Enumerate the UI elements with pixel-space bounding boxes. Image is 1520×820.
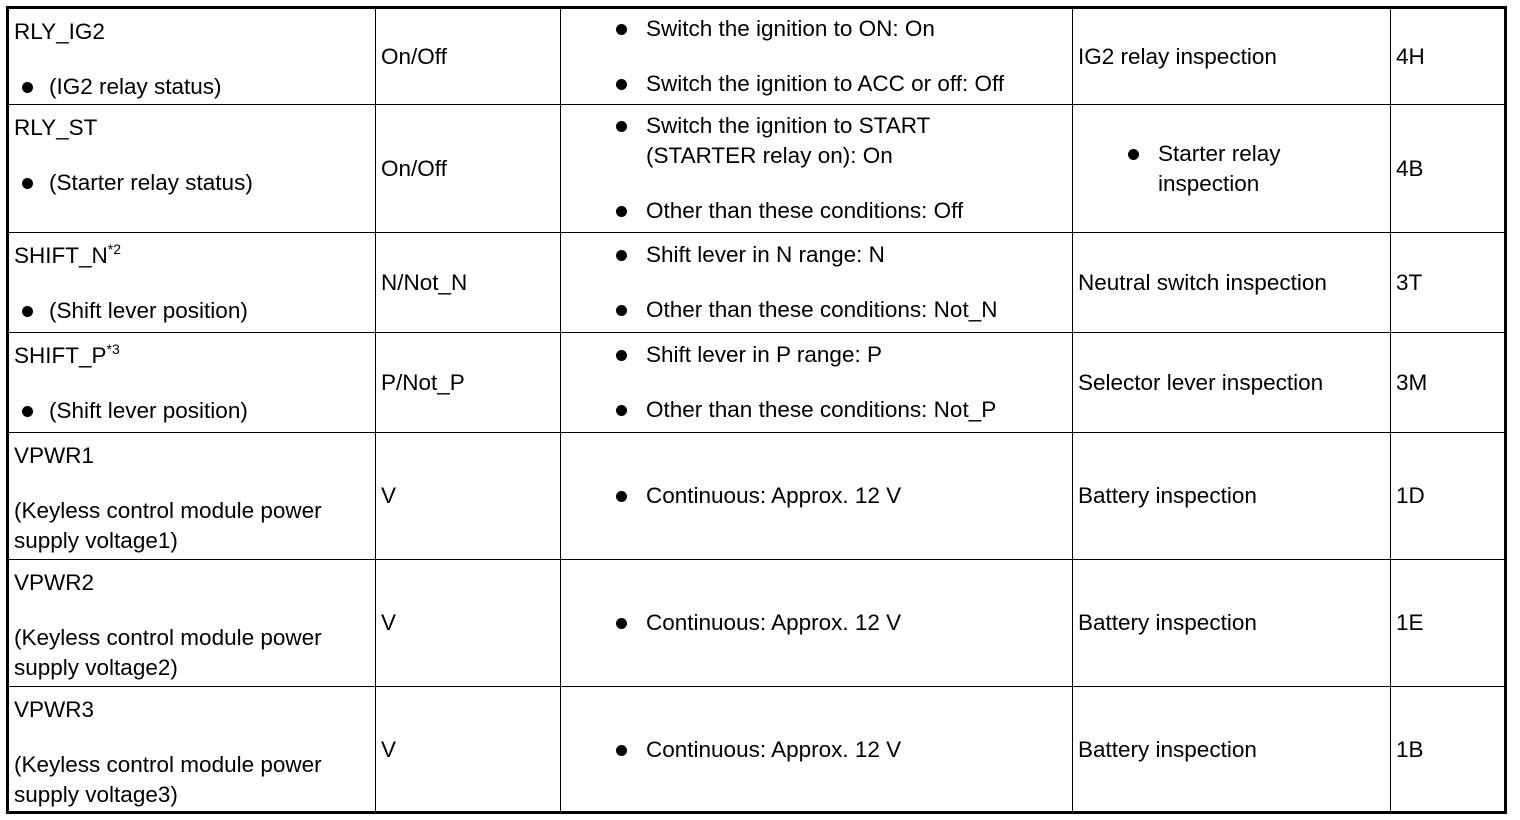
pin-cell: 3T — [1391, 233, 1506, 333]
bullet-icon — [616, 79, 627, 90]
pid-name: VPWR3 — [14, 697, 95, 722]
pid-cell — [9, 333, 376, 433]
action-cell: IG2 relay inspection — [1073, 9, 1391, 105]
bullet-icon — [616, 745, 627, 756]
bullet-icon — [1128, 149, 1139, 160]
condition-item: Shift lever in P range: P — [566, 340, 1067, 370]
table-row — [9, 233, 1506, 333]
action-cell: Battery inspection — [1073, 687, 1391, 813]
unit-cell: N/Not_N — [376, 233, 561, 333]
bullet-icon — [22, 82, 33, 93]
pin-cell: 3M — [1391, 333, 1506, 433]
pid-cell — [9, 9, 376, 105]
condition-item: Other than these conditions: Off — [566, 196, 1067, 226]
pid-name: $SHIFT\_P^{*3}$ — [14, 341, 120, 368]
condition-cell — [561, 105, 1073, 233]
pin-cell: 4H — [1391, 9, 1506, 105]
action-item: Starter relay inspection — [1078, 139, 1385, 199]
bullet-icon — [616, 350, 627, 361]
pin-cell: 1B — [1391, 687, 1506, 813]
bullet-icon — [616, 405, 627, 416]
footnote-marker: *2 — [107, 241, 121, 257]
bullet-icon — [22, 406, 33, 417]
unit-cell: On/Off — [376, 9, 561, 105]
condition-item: Switch the ignition to ACC or off: Off — [566, 69, 1067, 99]
bullet-icon — [616, 206, 627, 217]
table-row — [9, 9, 1506, 105]
pid-cell — [9, 105, 376, 233]
unit-cell: V — [376, 687, 561, 813]
bullet-icon — [22, 306, 33, 317]
pin-cell: 1D — [1391, 433, 1506, 560]
condition-cell — [561, 687, 1073, 813]
unit-cell: V — [376, 560, 561, 687]
condition-item: Shift lever in N range: N — [566, 240, 1067, 270]
bullet-icon — [616, 618, 627, 629]
table-row — [9, 433, 1506, 560]
pid-name: RLY_IG2 — [14, 19, 105, 44]
condition-cell — [561, 233, 1073, 333]
condition-item: Other than these conditions: Not_P — [566, 395, 1067, 425]
condition-item: Continuous: Approx. 12 V — [566, 608, 1067, 638]
unit-cell: V — [376, 433, 561, 560]
table-row — [9, 333, 1506, 433]
condition-item: Switch the ignition to START (STARTER relay on): On — [566, 111, 1067, 171]
bullet-icon — [22, 178, 33, 189]
bullet-icon — [616, 121, 627, 132]
condition-cell — [561, 433, 1073, 560]
pid-name: RLY_ST — [14, 115, 98, 140]
pid-name: $SHIFT\_N^{*2}$ — [14, 241, 121, 268]
unit-cell: P/Not_P — [376, 333, 561, 433]
pid-description: (Starter relay status) — [14, 168, 370, 198]
action-cell: Battery inspection — [1073, 560, 1391, 687]
pid-description: (IG2 relay status) — [14, 72, 370, 102]
pid-cell — [9, 433, 376, 560]
bullet-icon — [616, 305, 627, 316]
action-cell — [1073, 105, 1391, 233]
condition-item: Switch the ignition to ON: On — [566, 14, 1067, 44]
unit-cell: On/Off — [376, 105, 561, 233]
table-row — [9, 687, 1506, 813]
pid-name: VPWR1 — [14, 443, 95, 468]
pid-description: (Shift lever position) — [14, 396, 370, 426]
pid-cell — [9, 233, 376, 333]
pid-description: (Shift lever position) — [14, 296, 370, 326]
action-cell: Selector lever inspection — [1073, 333, 1391, 433]
condition-item: Continuous: Approx. 12 V — [566, 481, 1067, 511]
pid-cell — [9, 560, 376, 687]
condition-cell — [561, 560, 1073, 687]
bullet-icon — [616, 250, 627, 261]
pid-name: VPWR2 — [14, 570, 95, 595]
bullet-icon — [616, 24, 627, 35]
action-cell: Battery inspection — [1073, 433, 1391, 560]
action-cell: Neutral switch inspection — [1073, 233, 1391, 333]
pin-cell: 4B — [1391, 105, 1506, 233]
table-row — [9, 560, 1506, 687]
bullet-icon — [616, 491, 627, 502]
condition-cell — [561, 333, 1073, 433]
pin-cell: 1E — [1391, 560, 1506, 687]
pid-description: (Keyless control module power supply voltage2) — [14, 625, 322, 680]
pid-description: (Keyless control module power supply voltage3) — [14, 752, 322, 807]
condition-item: Other than these conditions: Not_N — [566, 295, 1067, 325]
condition-item: Continuous: Approx. 12 V — [566, 735, 1067, 765]
footnote-marker: *3 — [106, 341, 120, 357]
pid-description: (Keyless control module power supply voltage1) — [14, 498, 322, 553]
condition-cell — [561, 9, 1073, 105]
table-row — [9, 105, 1506, 233]
monitor-items-table — [8, 8, 1506, 813]
pid-cell — [9, 687, 376, 813]
